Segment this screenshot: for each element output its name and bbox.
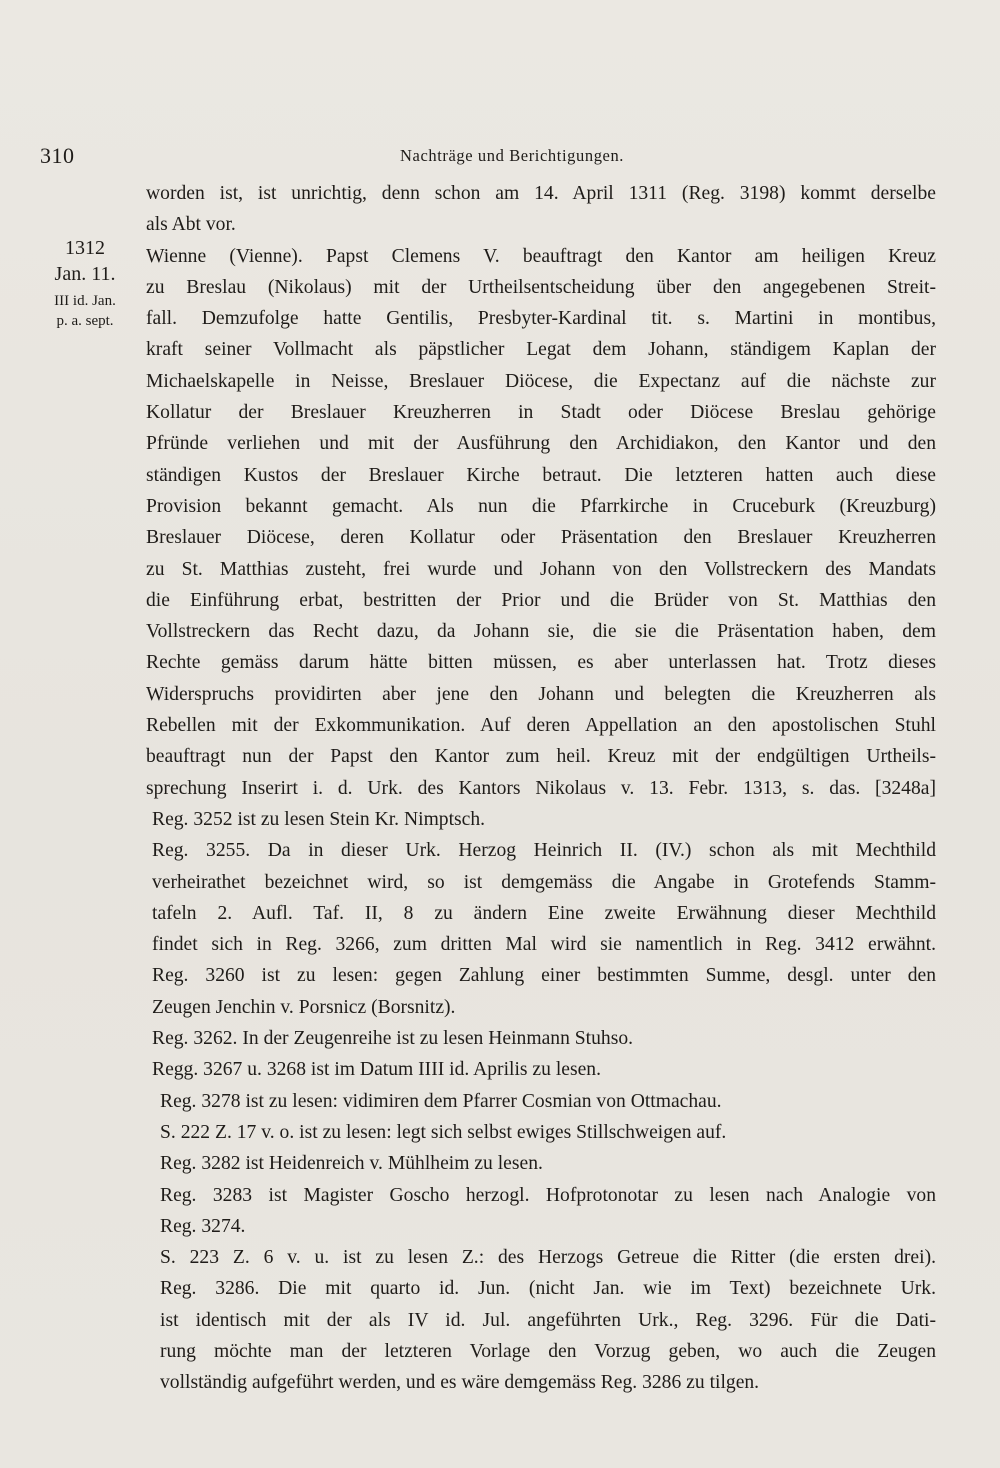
text-line: Wienne (Vienne). Papst Clemens V. beauftragt den Kantor am heiligen Kreuz [146,245,936,267]
text-line: als Abt vor. [146,214,236,236]
text-line: Breslauer Diöcese, deren Kollatur oder Präsentation den Breslauer Kreuzherren [146,527,936,549]
margin-pontificate: p. a. sept. [56,313,114,329]
text-line: Kollatur der Breslauer Kreuzherren in Stadt oder Diöcese Breslau gehörige [146,402,936,424]
margin-roman-date: III id. Jan. [54,293,116,309]
text-line: zu Breslau (Nikolaus) mit der Urtheilsentscheidung über den angegebenen Streit- [146,276,936,298]
text-line: ständigen Kustos der Breslauer Kirche betraut. Die letzteren hatten auch diese [146,464,936,486]
text-line: S. 222 Z. 17 v. o. ist zu lesen: legt sich selbst ewiges Stillschweigen auf. [160,1121,727,1143]
page-number: 310 [40,143,75,168]
text-line: S. 223 Z. 6 v. u. ist zu lesen Z.: des Herzogs Getreue die Ritter (die ersten drei). [160,1247,936,1269]
text-line: Reg. 3283 ist Magister Goscho herzogl. Hofprotonotar zu lesen nach Analogie von [160,1184,936,1206]
text-line: zu St. Matthias zusteht, frei wurde und Johann von den Vollstreckern des Mandats [146,558,936,580]
text-line: Vollstreckern das Recht dazu, da Johann sie, die sie die Präsentation haben, dem [146,621,936,643]
text-line: Reg. 3286. Die mit quarto id. Jun. (nicht Jan. wie im Text) bezeichnete Urk. [160,1278,936,1300]
text-line: vollständig aufgeführt werden, und es wäre demgemäss Reg. 3286 zu tilgen. [160,1372,760,1394]
text-line: Reg. 3262. In der Zeugenreihe ist zu lesen Heinmann Stuhso. [152,1028,634,1050]
text-line: ist identisch mit der als IV id. Jul. angeführten Urk., Reg. 3296. Für die Dati- [160,1309,936,1331]
text-line: Reg. 3278 ist zu lesen: vidimiren dem Pfarrer Cosmian von Ottmachau. [160,1090,722,1112]
margin-date: Jan. 11. [54,263,116,285]
text-line: tafeln 2. Aufl. Taf. II, 8 zu ändern Eine zweite Erwähnung dieser Mechthild [152,902,936,924]
page-header [40,143,940,173]
text-line: rung möchte man der letzteren Vorlage den Vorzug geben, wo auch die Zeugen [160,1340,936,1362]
text-line: Reg. 3255. Da in dieser Urk. Herzog Heinrich II. (IV.) schon als mit Mechthild [152,840,936,862]
text-line: Zeugen Jenchin v. Porsnicz (Borsnitz). [152,996,456,1018]
body-text [146,178,936,1399]
text-line: Reg. 3260 ist zu lesen: gegen Zahlung einer bestimmten Summe, desgl. unter den [152,965,936,987]
text-line: Reg. 3282 ist Heidenreich v. Mühlheim zu lesen. [160,1153,543,1175]
margin-year: 1312 [65,237,105,259]
text-line: Rebellen mit der Exkommunikation. Auf deren Appellation an den apostolischen Stuhl [146,715,936,737]
text-line: beauftragt nun der Papst den Kantor zum heil. Kreuz mit der endgültigen Urtheils- [146,746,936,768]
text-line: worden ist, ist unrichtig, denn schon am 14. April 1311 (Reg. 3198) kommt derselbe [146,183,936,204]
text-line: die Einführung erbat, bestritten der Prior und die Brüder von St. Matthias den [146,589,936,611]
text-line: Michaelskapelle in Neisse, Breslauer Diöcese, die Expectanz auf die nächste zur [146,370,936,392]
text-line: Reg. 3252 ist zu lesen Stein Kr. Nimptsch. [152,808,486,830]
text-line: Rechte gemäss darum hätte bitten müssen, es aber unterlassen hat. Trotz dieses [146,652,936,674]
text-line: verheirathet bezeichnet wird, so ist demgemäss die Angabe in Grotefends Stamm- [152,871,936,893]
text-line: Provision bekannt gemacht. Als nun die Pfarrkirche in Cruceburk (Kreuzburg) [146,495,936,517]
text-line: Reg. 3274. [160,1215,246,1237]
text-line: fall. Demzufolge hatte Gentilis, Presbyter-Kardinal tit. s. Martini in montibus, [146,308,936,330]
running-title: Nachträge und Berichtigungen. [400,146,625,165]
text-line: Widerspruchs providirten aber jene den Johann und belegten die Kreuzherren als [146,683,936,705]
text-line: findet sich in Reg. 3266, zum dritten Mal wird sie namentlich in Reg. 3412 erwähnt. [152,934,936,956]
text-line: Pfründe verliehen und mit der Ausführung den Archidiakon, den Kantor und den [146,433,936,455]
text-line: Regg. 3267 u. 3268 ist im Datum IIII id. Aprilis zu lesen. [152,1059,601,1081]
text-line: sprechung Inserirt i. d. Urk. des Kantors Nikolaus v. 13. Febr. 1313, s. das. [3248a] [146,777,936,799]
text-line: kraft seiner Vollmacht als päpstlicher Legat dem Johann, ständigem Kaplan der [146,339,936,361]
